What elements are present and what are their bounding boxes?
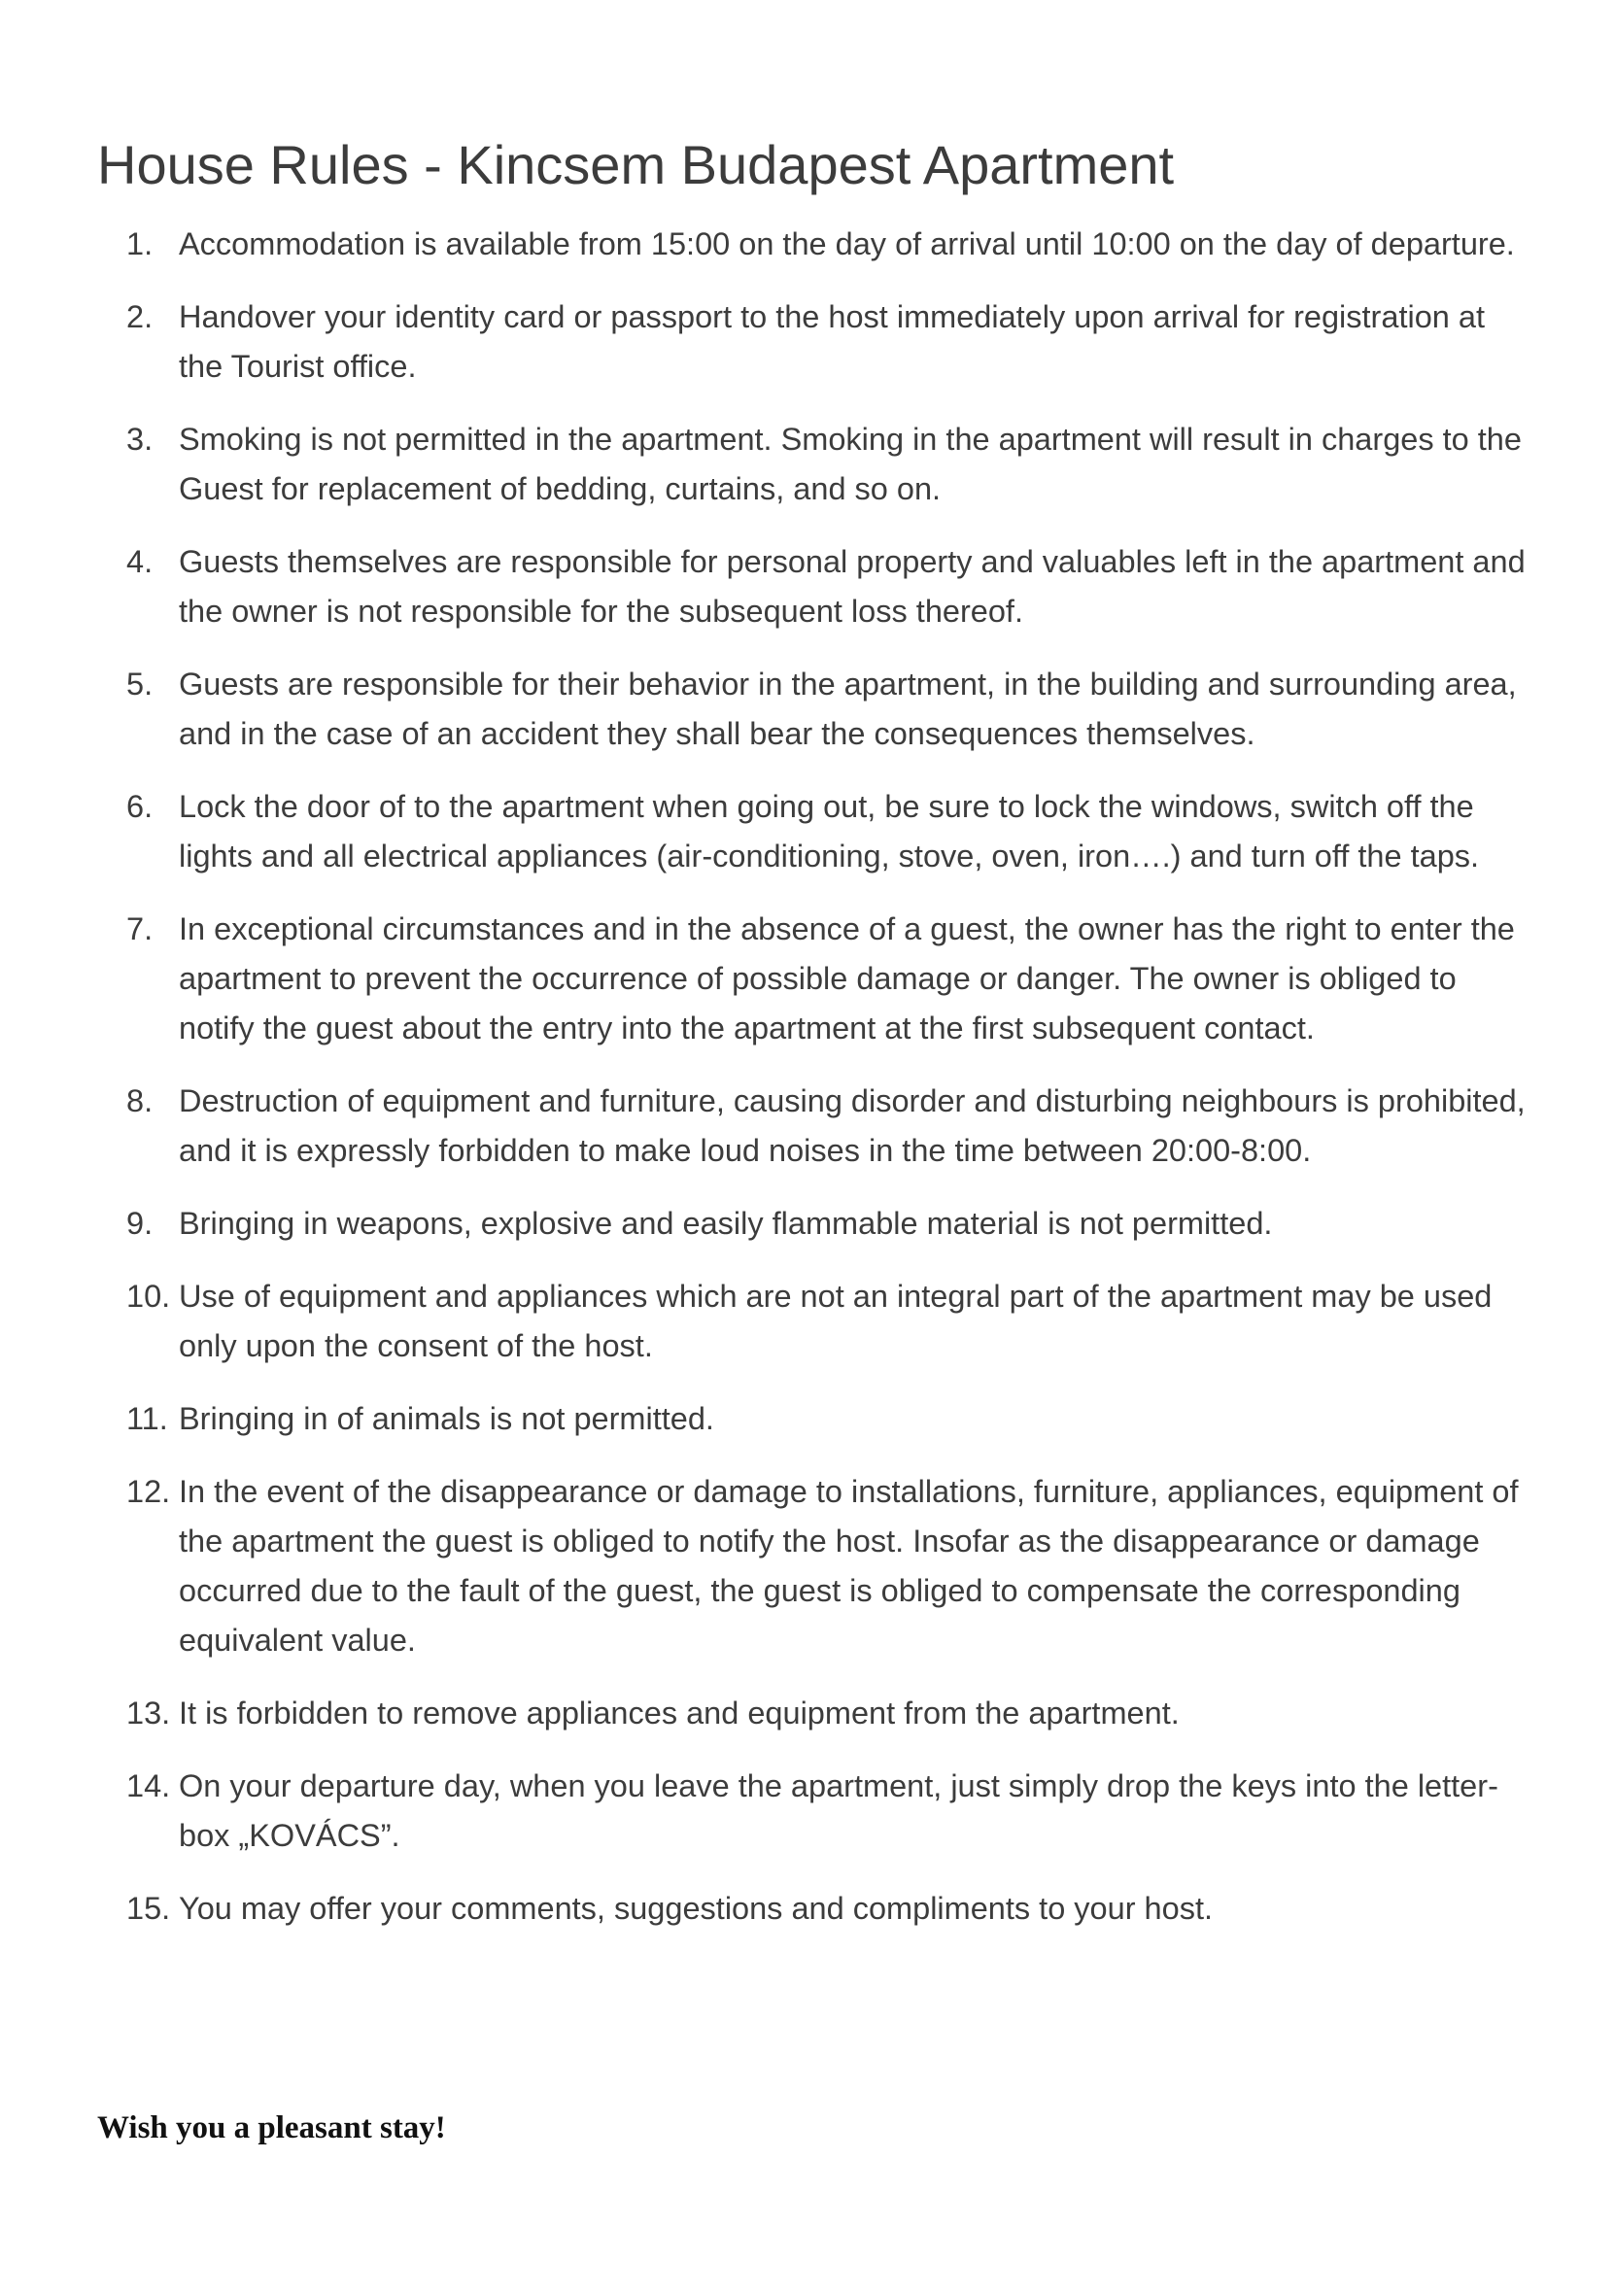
rule-item-11: [126, 1394, 1526, 1444]
rule-text: Lock the door of to the apartment when going out, be sure to lock the windows, switch off the lights and all electrical appliances (air-conditioning, stove, oven, iron….) and turn off the taps.: [179, 789, 1480, 874]
rule-item-8: [126, 1077, 1526, 1176]
rule-text: Accommodation is available from 15:00 on the day of arrival until 10:00 on the day of departure.: [179, 226, 1515, 261]
rule-text: In exceptional circumstances and in the absence of a guest, the owner has the right to enter the apartment to prevent the occurrence of possible damage or danger. The owner is obliged to notify the guest about the entry into the apartment at the first subsequent contact.: [179, 911, 1515, 1045]
rule-item-6: [126, 782, 1526, 881]
rule-number: 13.: [126, 1696, 171, 1731]
rule-number: 8.: [126, 1083, 154, 1118]
rule-number: 4.: [126, 544, 154, 579]
rule-number: 12.: [126, 1474, 171, 1509]
closing-message: Wish you a pleasant stay!: [97, 2110, 446, 2145]
rule-text: You may offer your comments, suggestions and compliments to your host.: [179, 1891, 1214, 1926]
rule-item-4: [126, 537, 1526, 636]
rule-item-10: [126, 1272, 1526, 1371]
rule-item-7: [126, 905, 1526, 1053]
rule-item-1: [126, 220, 1526, 269]
rule-number: 11.: [126, 1401, 168, 1436]
rule-text: Use of equipment and appliances which are not an integral part of the apartment may be used only upon the consent of the host.: [179, 1279, 1493, 1363]
page-title: House Rules - Kincsem Budapest Apartment: [97, 134, 1175, 195]
rule-number: 14.: [126, 1768, 171, 1803]
rule-item-2: [126, 292, 1526, 392]
rule-text: On your departure day, when you leave the apartment, just simply drop the keys into the letter-box „KOVÁCS”.: [179, 1768, 1498, 1853]
rule-item-12: [126, 1467, 1526, 1665]
rule-number: 15.: [126, 1891, 171, 1926]
rule-text: It is forbidden to remove appliances and equipment from the apartment.: [179, 1696, 1180, 1731]
rule-number: 9.: [126, 1206, 154, 1241]
rule-number: 1.: [126, 226, 154, 261]
rule-text: Destruction of equipment and furniture, causing disorder and disturbing neighbours is prohibited, and it is expressly forbidden to make loud noises in the time between 20:00-8:00.: [179, 1083, 1526, 1168]
rule-number: 6.: [126, 789, 154, 824]
rule-text: In the event of the disappearance or damage to installations, furniture, appliances, equipment of the apartment the guest is obliged to notify the host. Insofar as the disappearance or damage occurred due to the fault of the guest, the guest is obliged to compensate the corresponding equivalent value.: [179, 1474, 1519, 1658]
rule-number: 5.: [126, 667, 154, 702]
rule-number: 10.: [126, 1279, 171, 1314]
rule-text: Smoking is not permitted in the apartment. Smoking in the apartment will result in charges to the Guest for replacement of bedding, curtains, and so on.: [179, 422, 1522, 506]
rule-number: 3.: [126, 422, 154, 457]
rule-item-13: [126, 1689, 1526, 1738]
rule-text: Guests are responsible for their behavior in the apartment, in the building and surrounding area, and in the case of an accident they shall bear the consequences themselves.: [179, 667, 1517, 751]
rule-text: Bringing in of animals is not permitted.: [179, 1401, 714, 1436]
rule-item-5: [126, 660, 1526, 759]
rule-text: Guests themselves are responsible for personal property and valuables left in the apartment and the owner is not responsible for the subsequent loss thereof.: [179, 544, 1526, 629]
rule-text: Handover your identity card or passport to the host immediately upon arrival for registration at the Tourist office.: [179, 299, 1485, 384]
rule-number: 7.: [126, 911, 154, 946]
rule-item-14: [126, 1762, 1526, 1861]
rule-text: Bringing in weapons, explosive and easily flammable material is not permitted.: [179, 1206, 1273, 1241]
rule-item-15: [126, 1884, 1526, 1934]
rule-item-9: [126, 1199, 1526, 1249]
rules-list: [126, 220, 1526, 1957]
rule-item-3: [126, 415, 1526, 514]
rule-number: 2.: [126, 299, 154, 334]
